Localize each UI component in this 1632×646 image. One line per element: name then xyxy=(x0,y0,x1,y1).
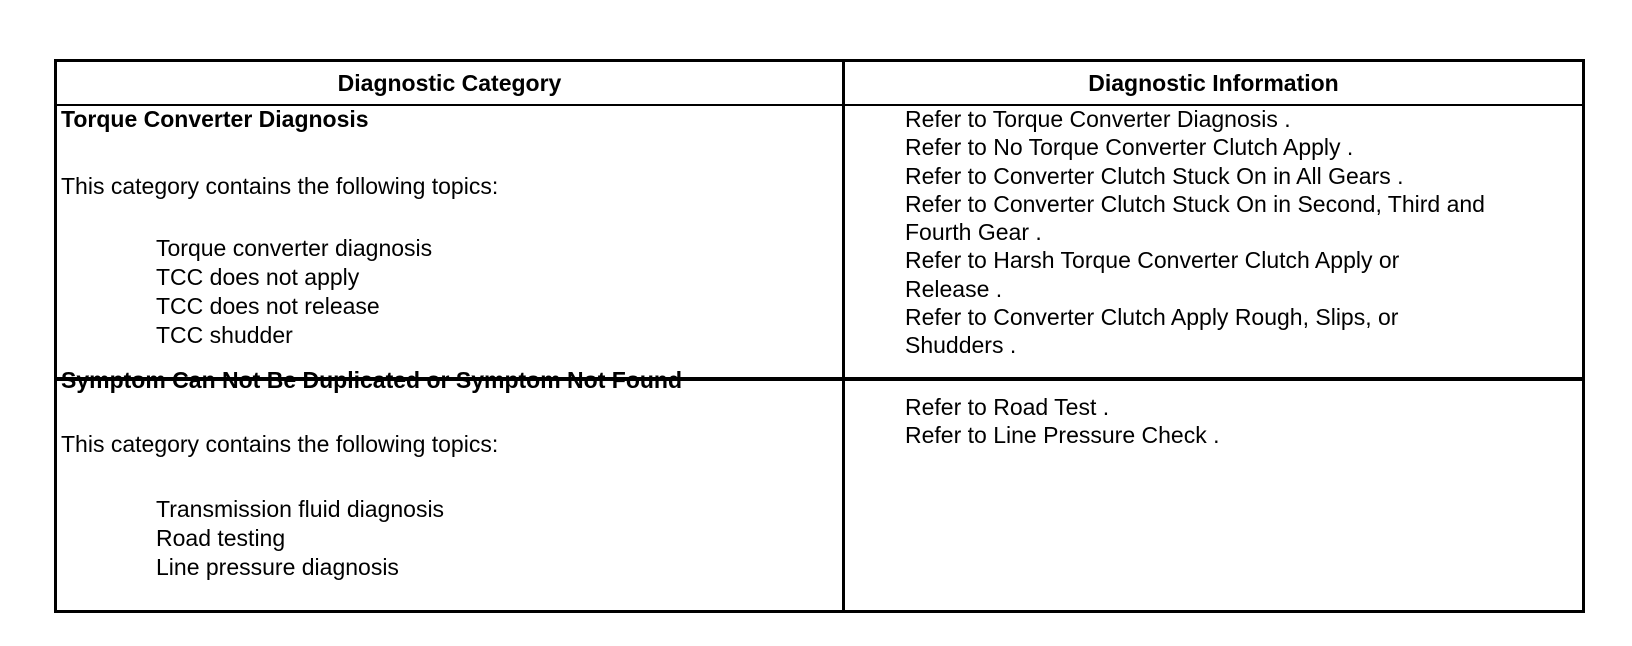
row2-info-list xyxy=(905,393,1505,450)
list-item: Line pressure diagnosis xyxy=(156,554,399,580)
header-diagnostic-information: Diagnostic Information xyxy=(1088,70,1339,96)
row2-category-title: Symptom Can Not Be Duplicated or Symptom Not Found xyxy=(61,367,683,393)
list-item: TCC does not apply xyxy=(156,264,360,290)
row2-category-intro: This category contains the following topics: xyxy=(61,431,499,457)
row2-topic-list xyxy=(156,495,444,582)
row1-category-intro: This category contains the following topics: xyxy=(61,173,499,199)
row1-topic-list xyxy=(156,234,432,350)
info-item: Refer to Converter Clutch Apply Rough, Slips, or Shudders . xyxy=(905,304,1399,359)
info-item: Refer to Line Pressure Check . xyxy=(905,422,1220,449)
list-item: TCC does not release xyxy=(156,293,380,319)
list-item: Torque converter diagnosis xyxy=(156,235,433,261)
row1-category-title: Torque Converter Diagnosis xyxy=(61,106,369,132)
info-item: Refer to Converter Clutch Stuck On in All Gears . xyxy=(905,162,1404,189)
info-item: Refer to No Torque Converter Clutch Apply . xyxy=(905,134,1354,161)
info-item: Refer to Road Test . xyxy=(905,394,1110,420)
column-divider xyxy=(842,62,845,610)
row1-info-list xyxy=(905,105,1505,360)
header-diagnostic-category: Diagnostic Category xyxy=(337,70,562,96)
list-item: TCC shudder xyxy=(156,322,293,348)
info-item: Refer to Harsh Torque Converter Clutch Apply or Release . xyxy=(905,247,1400,302)
info-item: Refer to Torque Converter Diagnosis . xyxy=(905,106,1291,132)
info-item: Refer to Converter Clutch Stuck On in Second, Third and Fourth Gear . xyxy=(905,190,1485,246)
list-item: Transmission fluid diagnosis xyxy=(156,496,445,522)
list-item: Road testing xyxy=(156,525,286,551)
